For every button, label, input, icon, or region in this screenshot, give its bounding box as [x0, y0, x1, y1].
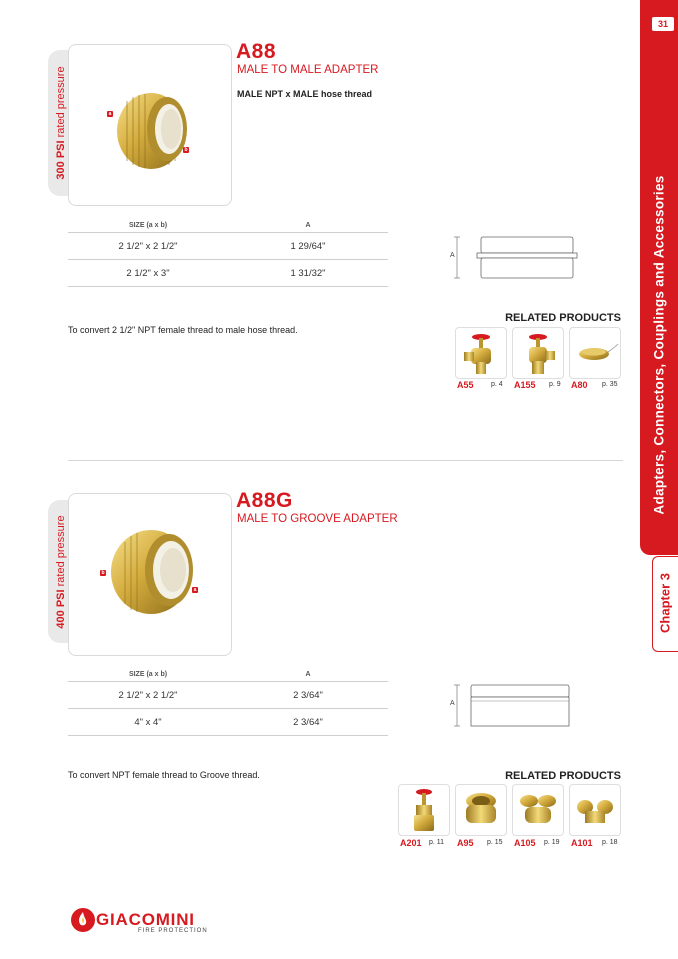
related-product-page: p. 9	[549, 381, 561, 388]
related-product-code[interactable]: A95	[457, 838, 474, 848]
related-product-page: p. 18	[602, 839, 618, 846]
related-products-title: RELATED PRODUCTS	[505, 312, 621, 324]
size-table	[68, 218, 388, 287]
related-product-code[interactable]: A155	[514, 380, 536, 390]
product-description: MALE NPT x MALE hose thread	[237, 89, 373, 99]
cap-image	[570, 328, 620, 378]
size-cell: 2 1/2" x 3"	[68, 260, 228, 287]
gate-valve-image	[399, 785, 449, 835]
related-product-page: p. 19	[544, 839, 560, 846]
product-photo	[68, 493, 232, 656]
dimension-cell: 2 3/64"	[228, 682, 388, 709]
related-product-code[interactable]: A105	[514, 838, 536, 848]
related-products-title: RELATED PRODUCTS	[505, 770, 621, 782]
related-product-thumb[interactable]	[569, 327, 621, 379]
related-product-thumb[interactable]	[512, 784, 564, 836]
related-product-thumb[interactable]	[398, 784, 450, 836]
wye-fitting-image	[513, 785, 563, 835]
product-photo	[68, 44, 232, 206]
related-product-code[interactable]: A55	[457, 380, 474, 390]
product-note: To convert NPT female thread to Groove thread.	[68, 770, 260, 780]
related-product-thumb[interactable]	[569, 784, 621, 836]
table-row	[68, 260, 388, 287]
dimension-tag-a: a	[193, 587, 197, 593]
section-divider	[68, 460, 623, 461]
table-header-row	[68, 218, 388, 233]
column-header: SIZE (a x b)	[128, 670, 168, 678]
dimension-label: A	[450, 700, 455, 707]
dimension-label: A	[450, 252, 455, 259]
valve-image	[456, 328, 506, 378]
related-product-thumb[interactable]	[512, 327, 564, 379]
dimension-drawing	[445, 232, 580, 282]
dimension-cell: 1 31/32"	[228, 260, 388, 287]
related-product-page: p. 35	[602, 381, 618, 388]
chapter-title: Adapters, Connectors, Couplings and Accessories	[651, 175, 667, 515]
valve-image	[513, 328, 563, 378]
size-cell: 4" x 4"	[68, 709, 228, 736]
brand-name: GIACOMINI	[96, 910, 195, 929]
size-table	[68, 667, 388, 736]
tee-fitting-image	[456, 785, 506, 835]
related-product-page: p. 4	[491, 381, 503, 388]
dimension-tag-a: a	[108, 111, 112, 117]
product-code: A88G	[236, 489, 293, 512]
related-product-thumb[interactable]	[455, 784, 507, 836]
chapter-label: Chapter 3	[657, 573, 673, 633]
related-product-code[interactable]: A201	[400, 838, 422, 848]
size-cell: 2 1/2" x 2 1/2"	[68, 682, 228, 709]
product-code: A88	[236, 40, 277, 63]
giacomini-flame-logo-icon	[70, 907, 96, 933]
column-header: A	[305, 670, 311, 678]
dimension-cell: 1 29/64"	[228, 233, 388, 260]
column-header: A	[305, 221, 311, 229]
related-product-page: p. 11	[429, 839, 445, 846]
product-subtitle: MALE TO MALE ADAPTER	[237, 64, 379, 76]
dimension-tag-b: b	[184, 147, 188, 153]
table-row	[68, 709, 388, 736]
table-header-row	[68, 667, 388, 682]
related-product-code[interactable]: A101	[571, 838, 593, 848]
brand-tagline: FIRE PROTECTION	[138, 928, 208, 934]
related-product-page: p. 15	[487, 839, 503, 846]
dimension-drawing	[445, 680, 580, 730]
pressure-rating: 300 PSI rated pressure	[55, 66, 67, 180]
pressure-rating: 400 PSI rated pressure	[55, 515, 67, 629]
dimension-cell: 2 3/64"	[228, 709, 388, 736]
column-header: SIZE (a x b)	[128, 221, 168, 229]
brass-adapter-image	[69, 494, 231, 655]
siamese-connection-image	[570, 785, 620, 835]
product-subtitle: MALE TO GROOVE ADAPTER	[237, 513, 398, 525]
related-product-code[interactable]: A80	[571, 380, 588, 390]
brass-adapter-image	[69, 45, 231, 205]
related-product-thumb[interactable]	[455, 327, 507, 379]
product-note: To convert 2 1/2" NPT female thread to male hose thread.	[68, 325, 298, 335]
size-cell: 2 1/2" x 2 1/2"	[68, 233, 228, 260]
table-row	[68, 682, 388, 709]
dimension-tag-b: b	[101, 570, 105, 576]
table-row	[68, 233, 388, 260]
page-number: 31	[652, 17, 674, 31]
